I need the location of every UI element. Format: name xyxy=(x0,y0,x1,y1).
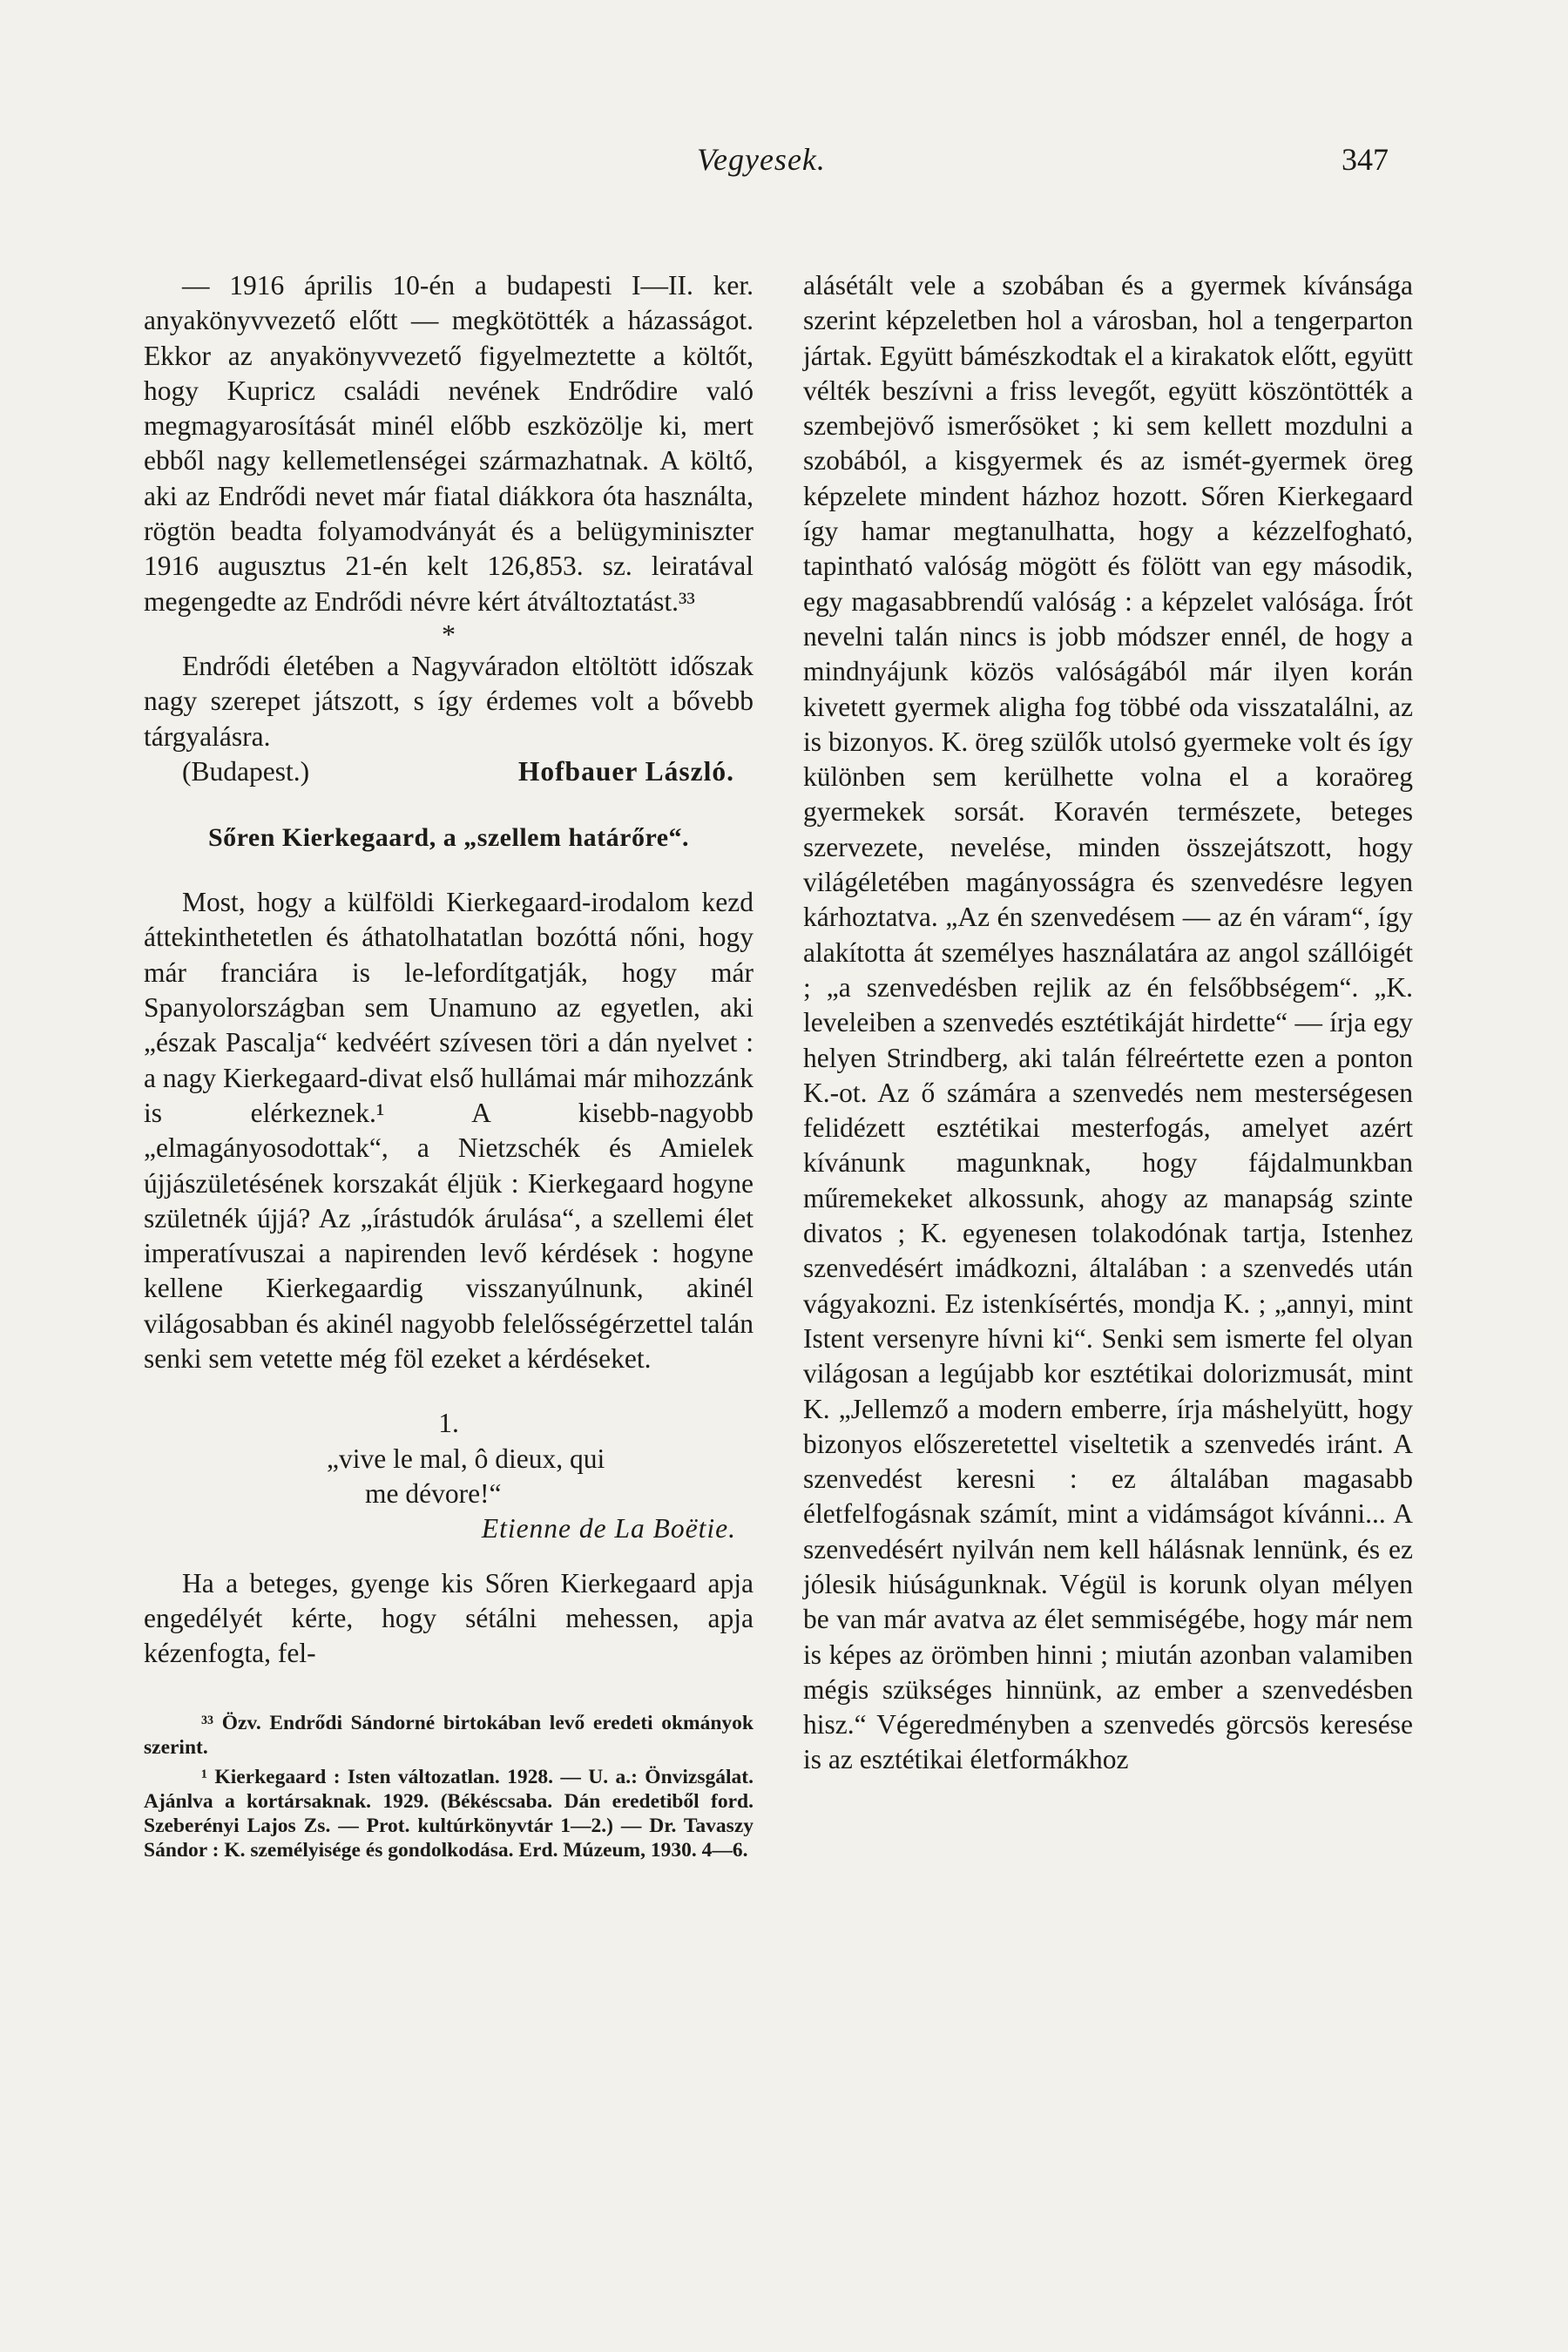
right-column xyxy=(803,268,1413,1778)
section-number: 1. xyxy=(438,1408,459,1439)
page-number: 347 xyxy=(1342,142,1389,177)
paragraph-marriage: — 1916 április 10-én a budapesti I—II. ker. anyakönyvvezető előtt — megkötötték a házasságot. Ekkor az anyakönyvvezető figyelmeztette a költőt, hogy Kupricz családi nevének Endrődire való megmagyarosítását minél előbb eszközölje ki, mert ebből nagy kellemetlenségei származhatnak. A költő, aki az Endrődi nevet már fiatal diákkora óta használta, rögtön beadta folyamodványát és a belügyminiszter 1916 augusztus 21-én kelt 126,853. sz. leiratával megengedte az Endrődi névre kért átváltoztatást.³³ xyxy=(144,270,754,617)
footnotes xyxy=(144,1711,754,1862)
left-column xyxy=(144,268,754,1862)
section-separator: * xyxy=(442,618,456,650)
paragraph-intro: Most, hogy a külföldi Kierkegaard-irodalom kezd áttekinthetetlen és áthatolhatatlan bozóttá nőni, hogy már franciára is le-lefordítgatják, hogy már Spanyolországban sem Unamuno az egyetlen, aki „észak Pascalja“ kedvéért szívesen töri a dán nyelvet : a nagy Kierkegaard-divat első hullámai már mihozzánk is elérkeznek.¹ A kisebb-nagyobb „elmagányosodottak“, a Nietzschék és Amielek újjászületésének korszakát éljük : Kierkegaard hogyne születnék újjá? Az „írástudók árulása“, a szellemi élet imperatívuszai a napirenden levő kérdések : hogyne kellene Kierkegaardig visszanyúlnunk, akinél világosabban és akinél nagyobb felelősségérzettel talán senki sem vetette még föl ezeket a kérdéseket. xyxy=(144,887,754,1375)
running-head: Vegyesek. xyxy=(697,142,826,177)
footnote-1: ¹ Kierkegaard : Isten változatlan. 1928. — U. a.: Önvizsgálat. Ajánlva a kortársaknak. 1929. (Békéscsaba. Dán eredetiből ford. Szeberényi Lajos Zs. — Prot. kultúrkönyvtár 1—2.) — Dr. Tavaszy Sándor : K. személyisége és gondolkodása. Erd. Múzeum, 1930. 4—6. xyxy=(144,1766,754,1862)
paragraph-nagyvarad: Endrődi életében a Nagyváradon eltöltött időszak nagy szerepet játszott, s így érdemes volt a bővebb tárgyalásra. xyxy=(144,650,754,752)
paragraph-continuation: alásétált vele a szobában és a gyermek kívánsága szerint képzeletben hol a városban, hol a tengerparton jártak. Együtt bámészkodtak el a kirakatok előtt, együtt vélték beszívni a friss levegőt, együtt köszöntötték a szembejövő ismerősöket ; ki sem kellett mozdulni a szobából, a kisgyermek és az ismét-gyermek öreg képzelete mindent házhoz hozott. Sőren Kierkegaard így hamar megtanulhatta, hogy a kézzelfogható, tapintható valóság mögött és fölött van egy második, egy magasabbrendű valóság : a képzelet valósága. Írót nevelni talán nincs is jobb módszer ennél, de hogy a mindnyájunk közös valóságából már ilyen korán kivetett gyermek aligha fog többé oda visszatalálni, az is bizonyos. K. öreg szülők utolsó gyermeke volt és így különben sem kerülhette volna el a koraöreg gyermekek sorsát. Koravén természete, beteges szervezete, nevelése, minden összejátszott, hogy világéletében magányosságra és szenvedésre legyen kárhoztatva. „Az én szenvedésem — az én váram“, így alakította át személyes használatára az angol szállóigét ; „a szenvedésben rejlik az én felsőbbségem“. „K. leveleiben a szenvedés esztétikáját hirdette“ — írja egy helyen Strindberg, aki talán félreértette ezen a ponton K.-ot. Az ő számára a szenvedés nem mesterségesen felidézett esztétikai mesterfogás, amelyet azért kívánunk magunknak, hogy fájdalmunkban műremekeket alkossunk, ahogy az manapság szinte divatos ; K. egyenesen tolakodónak tartja, Istenhez szenvedésért imádkozni, általában : a szenvedés után vágyakozni. Ez istenkísértés, mondja K. ; „annyi, mint Istent versenyre hívni ki“. Senki sem ismerte fel olyan világosan a legújabb kor esztétikai dolorizmusát, mint K. „Jellemző a modern emberre, írja máshelyütt, hogy bizonyos előszeretettel viseltetik a szenvedés iránt. A szenvedést keresni : ez általában magasabb életfelfogásnak számít, mint a vidámságot kívánni... A szenvedésért nyilván nem kell hálásnak lennünk, és ez jólesik hiúságunknak. Végül is korunk olyan mélyen be van már avatva az élet semmiségébe, hogy már nem is képes az örömben hinni ; miután azonban valamiben mégis szükséges hinnünk, az ember a szenvedésben hisz.“ Végeredményben a szenvedés görcsös keresése is az esztétikai életformákhoz xyxy=(803,270,1413,1775)
footnote-33: ³³ Özv. Endrődi Sándorné birtokában levő eredeti okmányok szerint. xyxy=(144,1712,754,1760)
epigraph-line-1: „vive le mal, ô dieux, qui xyxy=(327,1443,605,1474)
article-heading: Sőren Kierkegaard, a „szellem határőre“. xyxy=(207,823,690,853)
epigraph-line-2: me dévore!“ xyxy=(365,1477,502,1509)
epigraph-author: Etienne de La Boëtie. xyxy=(481,1513,736,1544)
epigraph xyxy=(327,1442,754,1512)
paragraph-childhood: Ha a beteges, gyenge kis Sőren Kierkegaard apja engedélyét kérte, hogy sétálni mehessen, apja kézenfogta, fel- xyxy=(144,1567,754,1669)
signature-author: Hofbauer László. xyxy=(517,755,734,787)
signature-place: (Budapest.) xyxy=(182,755,310,787)
signature-row xyxy=(144,754,754,789)
